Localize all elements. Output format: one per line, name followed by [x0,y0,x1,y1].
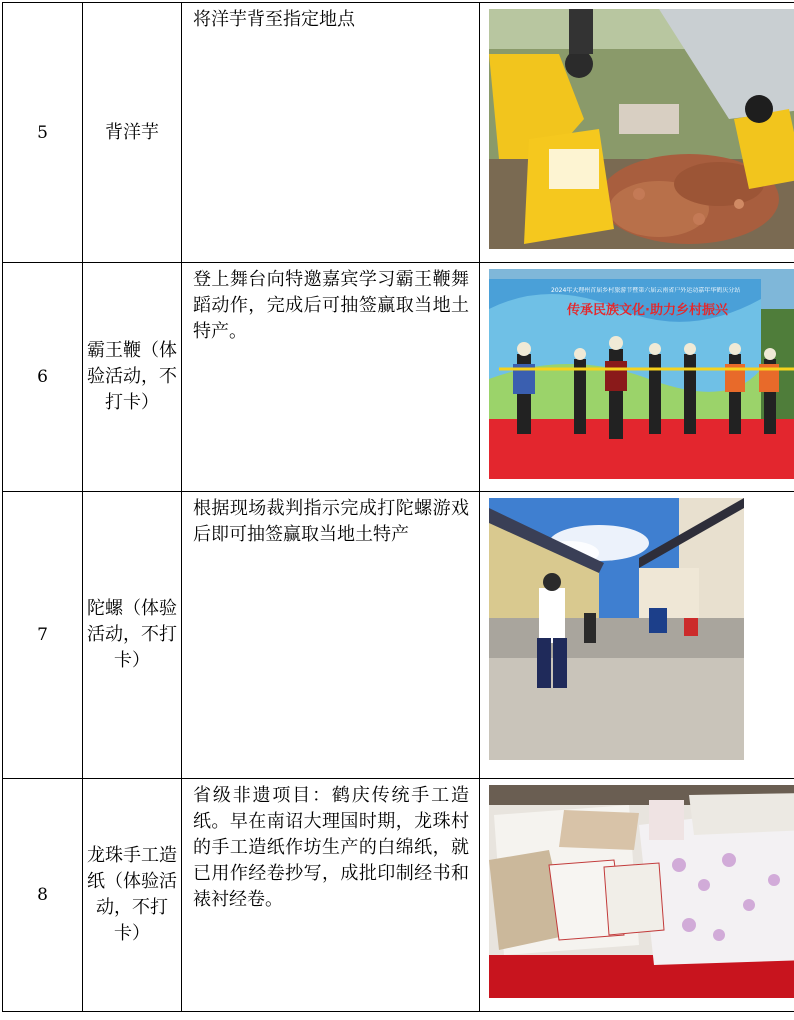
activity-description: 省级非遗项目：鹤庆传统手工造纸。早在南诏大理国时期，龙珠村的手工造纸作坊生产的白绵纸，就已用作经卷抄写，成批印制经书和裱衬经卷。 [182,779,480,1012]
row-number: 7 [3,492,83,779]
activity-description: 登上舞台向特邀嘉宾学习霸王鞭舞蹈动作，完成后可抽签赢取当地土特产。 [182,263,480,492]
activity-photo-cell [480,3,794,263]
activity-description: 根据现场裁判指示完成打陀螺游戏后即可抽签赢取当地土特产 [182,492,480,779]
activity-name: 背洋芋 [83,3,182,263]
activity-photo-cell [480,492,794,779]
activity-photo-cell [480,263,794,492]
photo-banner-top: 2024年大理州首届乡村旅游节暨第六届云南省户外运动嘉年华鹤庆分站 [551,287,741,294]
row-number: 8 [3,779,83,1012]
handmade-paper-photo [489,785,794,998]
table-row [3,779,794,1012]
activity-name: 陀螺（体验活动，不打卡） [83,492,182,779]
activity-name: 龙珠手工造纸（体验活动，不打卡） [83,779,182,1012]
activity-name: 霸王鞭（体验活动，不打卡） [83,263,182,492]
activities-table [2,2,794,1012]
spinning-top-game-photo [489,498,794,760]
table-row [3,263,794,492]
row-number: 6 [3,263,83,492]
row-number: 5 [3,3,83,263]
table-row [3,3,794,263]
activity-photo-cell [480,779,794,1012]
stage-dance-photo [489,269,794,479]
photo-banner: 传承民族文化·助力乡村振兴 [567,303,728,318]
table-row [3,492,794,779]
potato-carrying-photo [489,9,794,249]
activity-description: 将洋芋背至指定地点 [182,3,480,263]
